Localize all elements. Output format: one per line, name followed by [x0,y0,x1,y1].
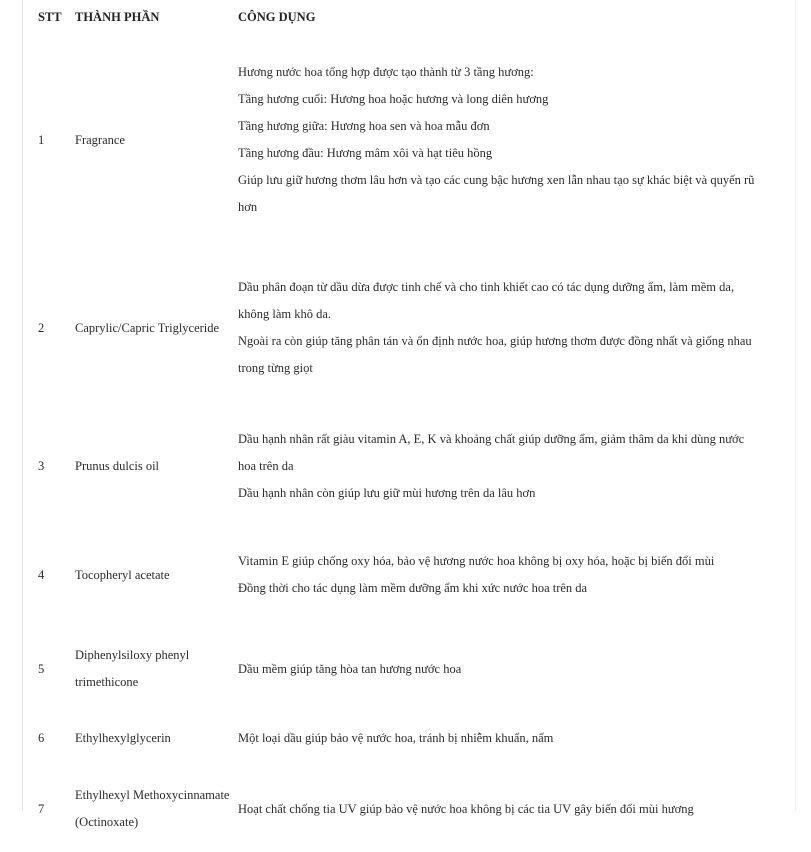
row-number: 2 [38,320,45,335]
ingredient-usage [238,246,795,410]
usage-line: Giúp lưu giữ hương thơm lâu hơn và tạo các cung bậc hương xen lẫn nhau tạo sự khác biệt và quyến rũ hơn [238,173,755,214]
ingredient-name: Caprylic/Capric Triglyceride [75,320,220,335]
usage-line: Ngoài ra còn giúp tăng phân tán và ổn định nước hoa, giúp hương thơm được đồng nhất và giống nhau trong từng giọt [238,334,752,375]
usage-line: Hoạt chất chống tia UV giúp bảo vệ nước hoa không bị các tia UV gây biến đổi mùi hương [238,801,694,816]
ingredient-usage [238,766,795,852]
header-usage: CÔNG DỤNG [238,9,316,24]
header-stt: STT [38,9,62,24]
ingredient-name: Diphenylsiloxy phenyl trimethicone [75,648,190,689]
ingredient-name: Ethylhexylglycerin [75,730,171,745]
table-row [22,766,795,852]
ingredient-usage [238,34,795,246]
ingredient-usage [238,628,795,710]
ingredients-table [22,0,795,852]
usage-line: Đồng thời cho tác dụng làm mềm dưỡng ẩm khi xức nước hoa trên da [238,581,588,595]
usage-line: Hương nước hoa tổng hợp được tạo thành từ 3 tầng hương: [238,65,534,79]
usage-line: Một loại dầu giúp bảo vệ nước hoa, tránh bị nhiễm khuẩn, nấm [238,730,554,745]
row-number: 3 [38,458,45,473]
row-number: 6 [38,730,45,745]
right-border [795,0,796,811]
ingredient-name: Prunus dulcis oil [75,458,160,473]
usage-line: Dầu hạnh nhân rất giàu vitamin A, E, K và khoảng chất giúp dưỡng ẩm, giảm thâm da khi dùng nước hoa trên da [238,431,745,473]
ingredient-name: Fragrance [75,132,125,147]
usage-line: Tầng hương cuối: Hương hoa hoặc hương và long diên hương [238,92,549,106]
table-row [22,710,795,766]
ingredient-name: Ethylhexyl Methoxycinnamate (Octinoxate) [75,788,230,829]
table-row [22,34,795,246]
table-row [22,628,795,710]
table-row [22,410,795,522]
usage-line: Vitamin E giúp chống oxy hóa, bảo vệ hương nước hoa không bị oxy hóa, hoặc bị biến đổi mùi [238,554,715,568]
table-row [22,246,795,410]
row-number: 1 [38,132,45,147]
usage-line: Tầng hương đầu: Hương mâm xôi và hạt tiêu hồng [238,146,493,160]
usage-line: Dầu hạnh nhân còn giúp lưu giữ mùi hương trên da lâu hơn [238,485,536,500]
row-number: 7 [38,801,45,816]
usage-line: Dầu phân đoạn từ dầu dừa được tinh chế và cho tinh khiết cao có tác dụng dưỡng ẩm, làm mềm da, không làm khô da. [238,280,735,321]
table-header-row [22,0,795,34]
row-number: 5 [38,661,45,676]
ingredient-usage [238,522,795,628]
row-number: 4 [38,567,45,582]
usage-line: Dầu mềm giúp tăng hòa tan hương nước hoa [238,661,462,676]
ingredient-name: Tocopheryl acetate [75,567,170,582]
usage-line: Tầng hương giữa: Hương hoa sen và hoa mẫu đơn [238,119,490,133]
header-ingredient: THÀNH PHẦN [75,9,160,24]
ingredient-usage [238,710,795,766]
ingredient-usage [238,410,795,522]
table-row [22,522,795,628]
